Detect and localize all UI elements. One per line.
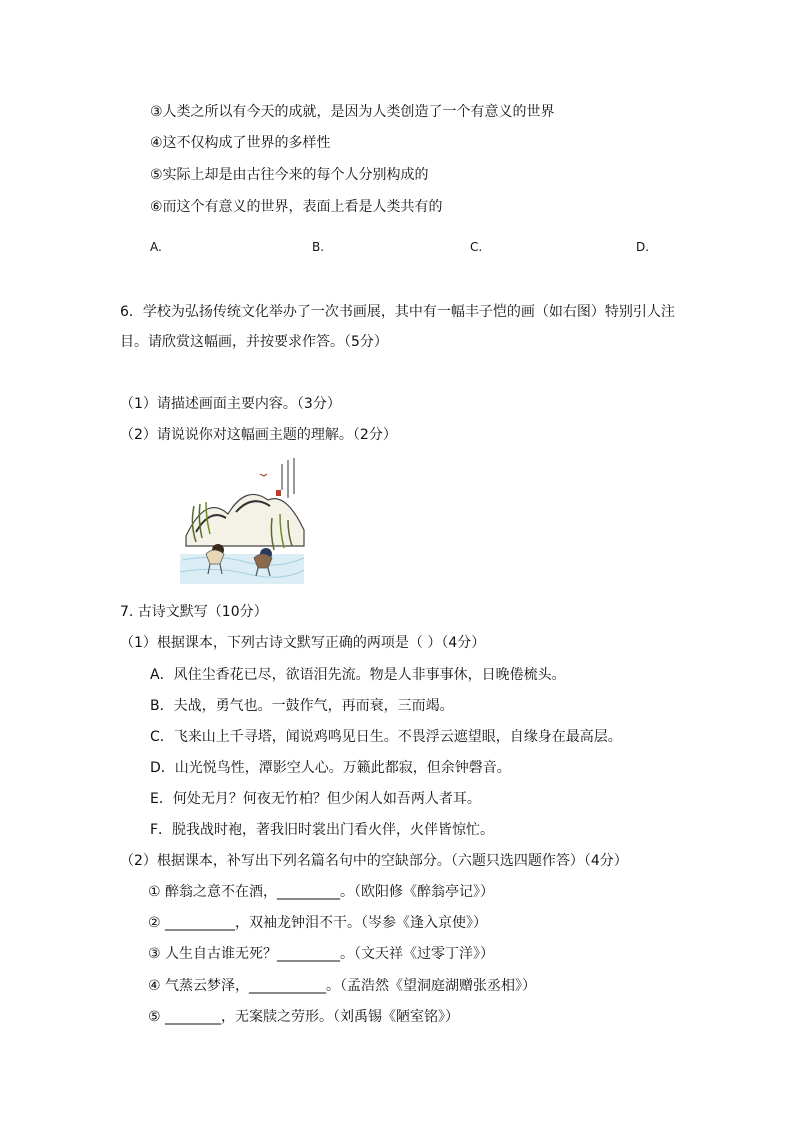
q6-sub-1: （1）请描述画面主要内容。（3分）: [120, 396, 341, 412]
q5-item-5: ⑤实际上却是由古往今来的每个人分别构成的: [150, 167, 429, 183]
q5-options: [150, 240, 660, 258]
q5-item-6: ⑥而这个有意义的世界，表面上看是人类共有的: [150, 199, 443, 215]
q7-fill-item-5[interactable]: ⑤ ________，无案牍之劳形。（刘禹锡《陋室铭》）: [148, 1009, 459, 1025]
q6-sub-2: （2）请说说你对这幅画主题的理解。（2分）: [120, 427, 397, 443]
q6-stem-line-2: 目。请欣赏这幅画，并按要求作答。（5分）: [120, 334, 388, 350]
q7-part1-prompt: （1）根据课本，下列古诗文默写正确的两项是（ ）（4分）: [120, 635, 486, 651]
q7-option-a[interactable]: A．风住尘香花已尽，欲语泪先流。物是人非事事休，日晚倦梳头。: [150, 667, 566, 683]
q7-option-d[interactable]: D．山光悦鸟性，潭影空人心。万籁此都寂，但余钟磬音。: [150, 760, 511, 776]
q7-option-b[interactable]: B．夫战，勇气也。一鼓作气，再而衰，三而竭。: [150, 698, 454, 714]
q5-item-3: ③人类之所以有今天的成就，是因为人类创造了一个有意义的世界: [150, 104, 555, 120]
q6-stem-line-1: 6．学校为弘扬传统文化举办了一次书画展，其中有一幅丰子恺的画（如右图）特别引人注: [120, 304, 675, 320]
q7-option-f[interactable]: F．脱我战时袍，著我旧时裳出门看火伴，火伴皆惊忙。: [150, 822, 495, 838]
q7-title: 7. 古诗文默写（10分）: [120, 604, 268, 620]
q7-fill-item-4[interactable]: ④ 气蒸云梦泽，___________。（孟浩然《望洞庭湖赠张丞相》）: [148, 978, 536, 994]
q7-fill-item-3[interactable]: ③ 人生自古谁无死？_________。（文天祥《过零丁洋》）: [148, 946, 494, 962]
q7-fill-item-1[interactable]: ① 醉翁之意不在酒，_________。（欧阳修《醉翁亭记》）: [148, 884, 494, 900]
q7-option-e[interactable]: E．何处无月？何夜无竹柏？但少闲人如吾两人者耳。: [150, 791, 481, 807]
seal-stamp: [276, 490, 281, 496]
q7-part2-prompt: （2）根据课本，补写出下列名篇名句中的空缺部分。（六题只选四题作答）（4分）: [120, 853, 628, 869]
q5-option-a[interactable]: A.: [150, 240, 162, 254]
q5-option-d[interactable]: D.: [636, 240, 650, 254]
q5-item-4: ④这不仅构成了世界的多样性: [150, 135, 331, 151]
q7-fill-item-2[interactable]: ② __________，双袖龙钟泪不干。（岑参《逢入京使》）: [148, 915, 487, 931]
q5-option-b[interactable]: B.: [312, 240, 325, 254]
feng-zikai-painting: [176, 454, 308, 590]
q5-option-c[interactable]: C.: [470, 240, 483, 254]
q7-option-c[interactable]: C．飞来山上千寻塔，闻说鸡鸣见日生。不畏浮云遮望眼，自缘身在最高层。: [150, 729, 622, 745]
